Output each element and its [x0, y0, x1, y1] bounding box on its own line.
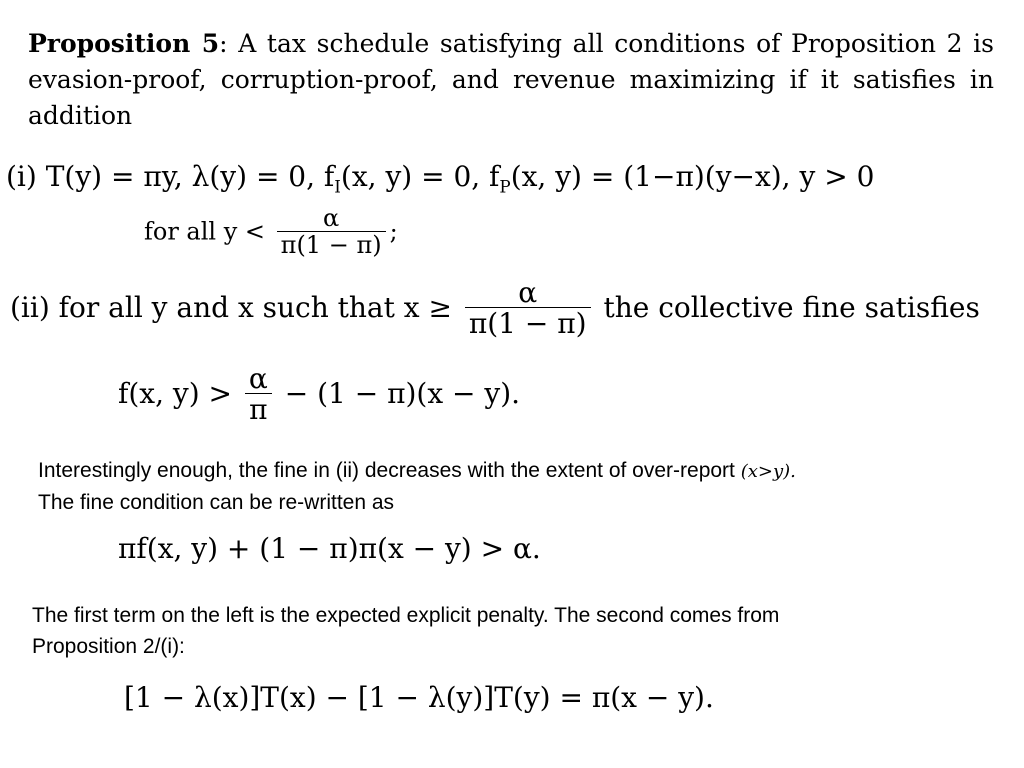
- alpha-over-pi-fraction: [277, 206, 386, 260]
- paragraph-line: The fine condition can be re-written as: [38, 491, 395, 514]
- condition-i-mid2: (x, y) = (1−π)(y−x), y > 0: [510, 160, 875, 193]
- condition-ii-statement: [10, 278, 980, 341]
- f-p-subscript: P: [499, 176, 511, 197]
- over-report-note: (x>y).: [740, 461, 796, 482]
- proposition-colon: :: [219, 29, 228, 58]
- fraction-denominator: π(1 − π): [277, 231, 386, 260]
- paragraph-explanation: [32, 600, 779, 662]
- proposition-label: Proposition 5: [28, 29, 220, 58]
- fraction-denominator: π: [245, 393, 271, 426]
- condition-ii-post: the collective fine satisfies: [603, 290, 980, 324]
- proposition-2-equation: [1 − λ(x)]T(x) − [1 − λ(y)]T(y) = π(x − y).: [124, 681, 714, 714]
- fraction-numerator: α: [518, 276, 538, 309]
- condition-i-equation: [6, 160, 874, 197]
- paragraph-line: The first term on the left is the expected explicit penalty. The second comes from: [32, 604, 780, 627]
- for-all-text: for all y <: [144, 217, 266, 246]
- semicolon: ;: [389, 217, 398, 246]
- threshold-fraction: [465, 278, 591, 341]
- paragraph-line: [38, 455, 796, 487]
- alpha-over-pi: [245, 364, 272, 427]
- inequality-lhs: f(x, y) >: [118, 376, 232, 410]
- paragraph-text: Interestingly enough, the fine in (ii) decreases with the extent of over-report: [38, 459, 735, 482]
- condition-i-label: (i): [6, 160, 37, 193]
- condition-i-mid1: (x, y) = 0, f: [340, 160, 500, 193]
- f-i-subscript: I: [334, 176, 341, 197]
- fraction-numerator: α: [323, 204, 340, 232]
- fraction-denominator: π(1 − π): [465, 307, 591, 340]
- inequality-rhs: − (1 − π)(x − y).: [284, 376, 521, 410]
- fraction-numerator: α: [248, 362, 268, 395]
- proposition-text: A tax schedule satisfying all conditions of Proposition 2 is evasion-proof, corruption-proof, and revenue maximizing if it satisfies in addition: [28, 29, 994, 130]
- rewritten-fine-equation: πf(x, y) + (1 − π)π(x − y) > α.: [118, 532, 541, 565]
- condition-i-for-all: [144, 206, 398, 260]
- condition-ii-pre: (ii) for all y and x such that x ≥: [10, 290, 452, 324]
- condition-ii-inequality: [118, 364, 520, 427]
- paragraph-line: Proposition 2/(i):: [32, 635, 185, 658]
- proposition-5: [28, 26, 994, 134]
- paragraph-fine-decreases: [38, 455, 796, 518]
- condition-i-lhs: T(y) = πy, λ(y) = 0, f: [45, 160, 335, 193]
